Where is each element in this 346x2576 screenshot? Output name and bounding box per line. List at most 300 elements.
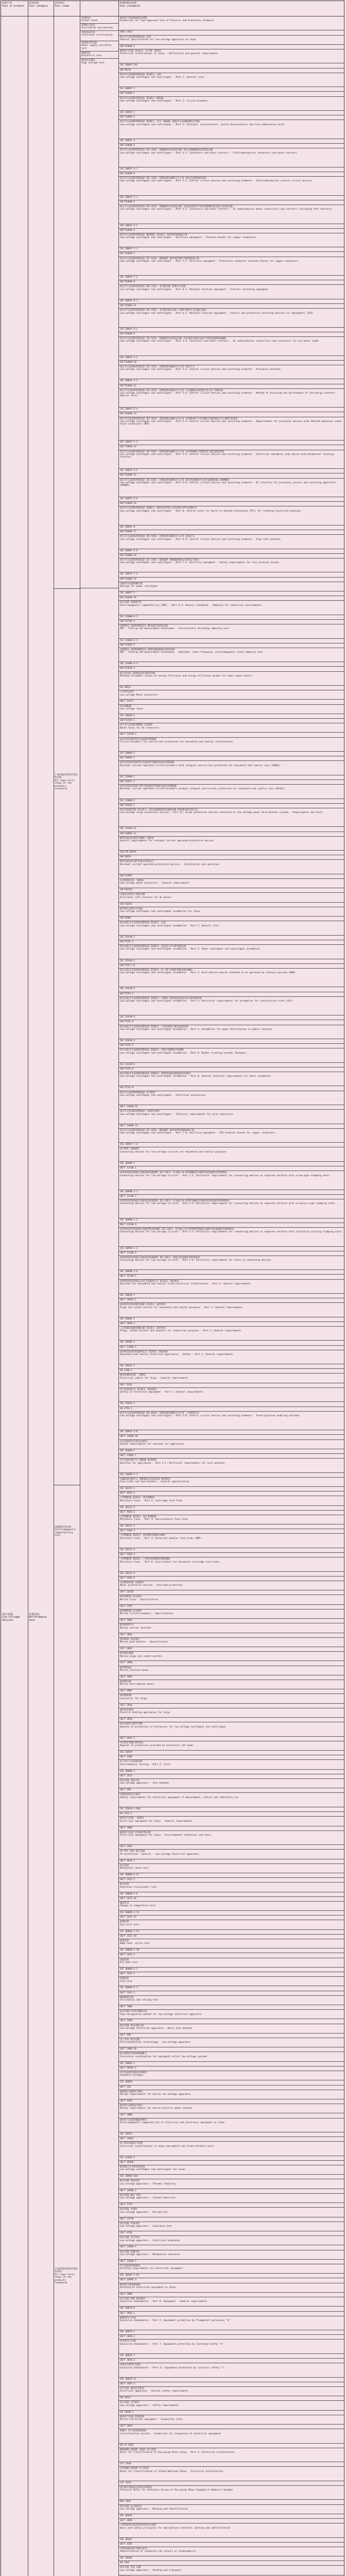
standard-entry: GB/T16916.1 [119,804,344,808]
standard-entry: 电气设备 通用安全要求 Electrical apparatus - General safety requirements [119,2387,344,2396]
standard-entry: 船用熔断器 技术条件 Marine fuses - Specification [119,1595,344,1604]
standard-entry: JB/T 7778 [119,2203,344,2208]
standard-entry: GB/T7251.12 [119,964,344,969]
standard-entry: CB/T3909 [119,917,344,921]
standard-entry: IEC 60127-6 [119,1572,344,1577]
standard-entry: 家用和类似用途的低压电路用的连接器件 第2-3部分：作为独立单元的带刺穿绝缘型夹紧件的连接器件的特殊要求 Connecting devices for low-voltage circuits - Part 2-3: Particular requirements for connecting devices as separate entities with insulation piercing clamping units [119,1228,344,1247]
standard-entry: JB/T 2930 [119,2019,344,2024]
standard-entry: GB/T14048.20 [119,596,344,601]
standard-entry: 船用接线盒 Marine junction boxes [119,1666,344,1675]
standard-entry: GB/T 156 [119,2086,344,2090]
standard-entry: GB/T 13140.2 [119,1195,344,1199]
standard-entry: 低压成套开关设备和控制设备 第2部分：成套电力开关和控制设备 Low-voltage switchgear and controlgear assemblies - Part 2: Power switchgear and controlgear assemblies [119,945,344,959]
standard-entry: IEC 60947-8 [119,526,344,530]
standard-entry: IEC 60446 [119,2556,344,2561]
standard-entry: GB/T7251.3 [119,992,344,997]
standard-entry: GB/T 14711 [119,700,344,704]
standard-entry: 低压电器产品型号编制方法 Type designation method for low-voltage electrical apparatus [119,2010,344,2019]
standard-entry: IEC 60669-1 [119,1294,344,1298]
standard-entry: 隔爆型电气设备 Explosive atmospheres - Part 1: Equipment protection by flameproof enclosures "d" [119,2316,344,2330]
standard-entry: 家用和类似用途固定式电气装置的开关 第1部分：通用要求 Switches for household and similar fixed-electrical installations - Part 1: General requirements [119,1280,344,1294]
standard-entry: GB/T14048.1 [119,92,344,96]
standard-entry: GB/T13539.1 [119,719,344,723]
standard-entry: GB/T 4942.2 [119,1737,344,1741]
standard-entry: CB/T 3907 [119,1689,344,1694]
standard-entry: GB/T14048.3 [119,144,344,148]
standard-entry: 低压开关设备和控制设备 第4-2部分：接触器和电动机起动器 交流电动机用半导体控制器和起动器(含软起动器) Low-voltage switchgear and controlgear - Part 4-2: Contactors and motor-starters - AC semiconductor motor controllers and starters (including soft-starters) [119,205,344,224]
group-label-1: 产品的使用条件的鉴定性试验 All-type tests items of the products standards [55,774,78,791]
standard-entry: 电动机保护器 过载保护 Motor protective devices - Overload protection [119,1581,344,1590]
standard-entry: GB/T6829 [119,855,344,860]
standard-entry: IEC 60947-4-1 [119,167,344,172]
standard-entry: 低压电器 机械寿命 Low-voltage apparatus - Mechanical endurance [119,2250,344,2260]
standard-entry: 船用按钮 技术条件 Marine push-buttons - Specification [119,1638,344,1647]
standard-entry: IEC 61439-6 [119,1063,344,1067]
standard-entry: IEC 61439-3 [119,987,344,992]
standard-entry: GB 4793.2 [119,1812,344,1817]
standard-entry: GB/T14048.16 [119,502,344,506]
standard-entry: IP 防护 通用 低压电器 IP protection - General - Low-voltage electrical apparatus [119,1850,344,1859]
standard-entry: 船用电气设备质量鉴定规程 Guidelines for Type Approval Test of Electric and Electronic Products [119,16,344,30]
standard-entry: 船舶电气设备 环境条件和试验 Electrical equipment for ships - Environmental conditions and tests [119,1831,344,1845]
standard-entry: IEC 61892-1 [119,2156,344,2161]
standard-entry: CB/T 3910 [119,1704,344,1708]
standard-entry: IEC 60068-2-6 [119,1892,344,1897]
standard-entry: 小型熔断器 第3部分：超小型熔断体 Miniature fuses - Part 3: Sub-miniature fuse-links [119,1515,344,1524]
standard-entry: GB/T 4026 [119,2519,344,2523]
standard-entry: IEC 60884-1 [119,1317,344,1322]
standard-entry: 交流电动机电子软起动器 Electronic soft starters for AC motors [119,893,344,902]
standard-entry: 低压成套开关设备和控制设备 第5部分：公用电网电力配电成套设备 Low-voltage switchgear and controlgear assemblies - Part 5: Assemblies for power distribution in public networks [119,1025,344,1039]
standard-entry: GB/T14048.13 [119,412,344,417]
standard-entry: IEC 61010-2-030 [119,1807,344,1812]
standard-entry: IEC 60947-7-4 [119,1143,344,1147]
standard-entry: IEC 60068-2-30 [119,1948,344,1953]
standard-entry: 船舶电气装置 第1部分：定义和一般要求 Electrical installations in ships - Definitions and general requirements [119,49,344,63]
standard-entry: IEC 60947-4-3 [119,356,344,361]
standard-entry: GB 7947 [119,2561,344,2566]
standard-entry: 低压电动机 能效限定值及能效等级 Minimum allowable values of energy efficiency and energy efficiency grades for small power motors [119,672,344,686]
standard-entry: 低压开关设备和控制设备 电气附件 Low-voltage switchgear and controlgear - Electrical accessories [119,1091,344,1105]
group-label-3: 产品的使用条件的鉴定性试验 All-type tests items of the products standards [55,2268,78,2285]
standard-entry: 船用低压开关和控制设备 Low-voltage switchgear and controlgear for ships [119,2165,344,2175]
standard-entry: IEC 60068-2-1 [119,1986,344,1991]
standard-entry: IEC 60309-1 [119,1341,344,1345]
standard-entry: CB/T 3919 [119,1845,344,1850]
standard-entry: 低压开关设备和控制设备 第5-6部分：控制电路电器和开关元件 接近传感器和开关放大器的DC接口(NAMUR) Low-voltage switchgear and controlgear - Part 5-6: Control circuit devices and switching elements - DC interface for proximity sensors and switching amplifiers (NAMUR) [119,479,344,498]
standard-entry: 增安型电气设备 Explosive atmospheres - Part 7: Equipment protection by increased safety "e" [119,2340,344,2353]
standard-entry: 人机界面标志标识的基本和安全规则 Basic and safety principles for man-machine interface, marking and identification [119,2523,344,2537]
standard-entry: 船用低压成套开关设备 Low-voltage switchgear and controlgear assemblies for ships [119,907,344,917]
standard-entry: 船用电气设备的接地 Earthing of electrical equipment on ships [119,2283,344,2293]
standards-table [1,1,344,2576]
sub-item: 电源适应性试验 Power supply variation test [80,41,118,52]
standard-entry: GD 22-2015 [119,2444,344,2448]
group-divider-1 [54,588,80,589]
standard-entry: IEC 61058-2-1 [119,1473,344,1478]
standard-entry: IEC 60038 [119,2080,344,2085]
standard-entry: IEC 60664-1 [119,2062,344,2066]
standard-entry: 低压开关设备和控制设备 第5-1部分：控制电路电器和开关元件 机电式控制电路电器 Low-voltage switchgear and controlgear - Part 5-1: Control circuit devices and switching elements - Electromechanical control circuit devices [119,177,344,196]
standard-entry: CCS 2018 [119,2462,344,2467]
standard-entry: GB/T 11918.1 [119,1346,344,1350]
standard-entry: 船用配电箱 Marine distribution boxes [119,1680,344,1689]
standard-entry: 电器设备的安全要求 Safety requirements for electrical equipment of measurement, control and laboratory use [119,1793,344,1807]
standard-entry: GB/T 4205 [119,2543,344,2547]
sub-item: 铭牌标志检查 Inscription and marking [80,24,118,31]
standard-entry: IEC 60947-5-3 [119,440,344,445]
standard-entry: 低压电器外壳防护等级 Degrees of protection of enclosures for low-voltage switchgear and controlgear [119,1722,344,1736]
standard-entry: IEC 60079-1 [119,2330,344,2335]
standard-entry: 湿热试验 Damp heat, cyclic test [119,1939,344,1948]
standard-entry: 电气设备的电源电压和频率 Standard voltages [119,2071,344,2080]
standard-entry: IEC 60447 [119,2538,344,2543]
standard-entry: IEC 60947-5-5 [119,469,344,473]
standard-entry: CB/T 3829 [119,1647,344,1652]
standard-entry: IEC 60947-1 [119,87,344,92]
standard-entry: GB/T 9364.2 [119,1511,344,1515]
standard-entry: GB/T 2423.2 [119,1972,344,1977]
standard-entry: GB/T 3836.3 [119,2359,344,2363]
standard-entry: 低压开关设备和控制设备 第6-2部分：多功能电器(设备) 控制与保护开关电器(设备) Low-voltage switchgear and controlgear - Part 6-2: Multiple function equipment - Control and protective switching devices (or equipment) (CPS) [119,309,344,328]
standard-entry: GB/T14048.10 [119,361,344,365]
standard-entry: 低压电器 电气寿命 Low-voltage apparatus - Electrical endurance [119,2236,344,2245]
standard-entry: GB/T 13140.5 [119,1275,344,1279]
standard-entry: 低压成套开关设备和控制设备 第3部分：由一般人员操作的配电板(DBO) Low-voltage switchgear and controlgear assemblies - Part 3: Distribution boards intended to be operated by ordinary persons (DBO) [119,969,344,988]
standard-entry: 低压成套开关设备和控制设备 第4部分：对建筑工地用成套设备(ACS)的特殊要求 Low-voltage switchgear and controlgear assemblies - Part 4: Particular requirements for assemblies for construction sites (ACS) [119,997,344,1016]
standard-entry: JB/T10251 [119,903,344,907]
standard-entry: CB/T 3880 [119,1661,344,1666]
standard-entry: 工业用插头插座和耦合器 第1部分：通用要求 Plugs, socket-outlets and couplers for industrial purposes - Part 1: General requirements [119,1327,344,1341]
standard-entry: 低压电器 试验方法 Low-voltage apparatus - Test methods [119,1779,344,1788]
standard-entry: GB/T14048.6 [119,229,344,233]
standard-entry: 电气设备电源开关 熔断器 耐受测试 Switches for appliances - Part 2-1: Particular requirements for cord switches [119,1459,344,1472]
standard-entry: IEC 60127-1 [119,1487,344,1492]
standard-entry: GB/T14048.15 [119,473,344,478]
standard-entry: GB/T 2423.22 [119,1916,344,1920]
group-label-2: 电磁兼容性试验 Electromagnetic compatibility test [55,1526,76,1537]
standard-entry: 小型熔断器 第6部分：小型管状熔断体的熔断器座 Miniature fuses - Part 6: Fuse-holders for miniature cartridge fuse-links [119,1557,344,1571]
standard-entry: IEC 60127-2 [119,1506,344,1511]
standard-entry: 船舶低压电器设计要求 Design requirements for marine low-voltage apparatus [119,2090,344,2099]
standard-entry: 电磁兼容 试验和测量技术 射频电磁场辐射抗扰度试验 EMC - Testing and measurement techniques - Radiated, radio-frequency, electromagnetic field immunity test [119,648,344,662]
standard-entry: IEC 60998-2-1 [119,1190,344,1195]
standard-entry: 低压系统内设备的绝缘配合 Insulation coordination for equipment within low-voltage systems [119,2052,344,2061]
standard-entry: 冲击试验 Mechanical shock test [119,1864,344,1873]
header-product: 试验产品 Test of product [2,2,25,8]
standard-entry: IEC 61439-5 [119,1039,344,1044]
standard-entry: 海上移动设施电气装置 Electrical installations in ships and mobile and fixed offshore units [119,2142,344,2156]
standard-entry: GB/T7251.8 [119,1086,344,1091]
sub-item: 绝缘试验 Dielectric test [80,52,118,59]
standard-entry: 剩余电流动作保护装置安装和运行 Residual current operated protective devices - Installation and operation [119,860,344,874]
standard-entry: 船用电气设备电磁兼容要求 Electromagnetic compatibility of electrical and electronic equipment on ships [119,2119,344,2132]
standard-entry: IEC 60269-1 [119,714,344,719]
standard-entry: 小型熔断器 第4部分：通用模件熔断体(UMF) Miniature fuses - Part 4: Universal modular fuse-links (UMF) [119,1534,344,1548]
sub-item: 耐高电压测试 High voltage test [80,59,118,588]
standard-entry: GB/T14048.9 [119,332,344,337]
standard-entry: 低压开关设备和控制设备 总则 General specification for low-voltage apparatus on ships [119,36,344,45]
standard-entry: 电气设备的接地要求 Earthing requirements for electrical equipment [119,2264,344,2274]
standard-entry: GB/T7251.5 [119,1044,344,1048]
standard-entry: GB 14048.1 [119,2411,344,2415]
standard-entry: GB/T 14048.23 [119,1124,344,1129]
standard-entry: 小功率电动机 Low-voltage Motor protectors [119,690,344,700]
standard-entry: 船用电热器具 Electric heating appliances for ships [119,1708,344,1718]
standard-entry: IEC 60068-2 [119,1770,344,1774]
standard-entry: GB/T14048.1 [119,45,344,49]
standard-entry: IEC 60947-2 [119,111,344,115]
standard-entry: GB/T7251.6 [119,1067,344,1072]
standard-entry: GB/T14048.8 [119,280,344,285]
standard-entry: GB/T 2423.1 [119,1991,344,1996]
standard-entry: 低压开关设备和控制设备 第5-4部分：控制电路电器和开关元件 小容量触头的性能评定方法 特殊试验 Low-voltage switchgear and controlgear - Part 5-4: Control circuit devices and switching elements - Method of assessing the performance of low-energy contacts - Special tests [119,389,344,408]
standard-entry: IEC 60998-2-4 [119,1270,344,1275]
standard-entry: IEC 60533 [119,2132,344,2137]
standard-entry: IEC 61439-4 [119,1015,344,1020]
standard-entry: 电源开关设备的额定值 Ratings for power switchgear [119,582,344,591]
standard-entry: 低压电器 热稳定性 Low-voltage apparatus - Thermal stability [119,2179,344,2189]
standard-entry: 低压开关设备和控制设备 第4-3部分：接触器和电动机起动器 非电动机负载用交流半导体控制器和接触器 Low-voltage switchgear and controlgear - Part 4-3: Contactors and motor-starters - AC semiconductor controllers and contactors for non-motor loads [119,337,344,356]
standard-entry: 家用和类似用途低压电路用的连接器件 第2-2部分：作为独立单元的带无螺纹型夹紧件的连接器件的特殊要求 Connecting devices for low-voltage circuits - Part 2-2: Particular requirements for connecting devices as separate entities with screwless-type clamping units [119,1199,344,1218]
standard-entry: IEC 60068-2-14 [119,1911,344,1916]
standard-entry: GB/T14048.12 [119,384,344,389]
standard-entry: IEC 60947-5-1 [119,196,344,200]
standard-entry: GB/T 16915.1 [119,1298,344,1303]
standard-entry: 低压开关设备和控制设备 入网技术条件 Low-voltage switchgear and controlgear - Technical requirements for grid connection [119,1110,344,1124]
standard-entry: 剩余电流动作保护电器的一般要求 General requirements for residual current operated protective devices [119,837,344,851]
standard-entry: 低压电涌保护器 第11部分：低压电源系统的电涌保护器 性能要求和试验方法 Low-voltage surge protective devices - Part 11: Surge protective devices connected to low-voltage power distribution systems - Requirements and tests [119,808,344,827]
standard-entry: 电工术语 低压电器 Electrotechnical terminology - Low-voltage apparatus [119,2038,344,2047]
standard-entry: IEC 60079-0 [119,2307,344,2311]
standard-entry: IEC 60947-5-6 [119,497,344,502]
standard-entry: 低压成套开关设备和控制设备 第1部分：总则 Low-voltage switchgear and controlgear assemblies - Part 1: General rules [119,921,344,935]
standard-entry: GB/T7251.1 [119,940,344,945]
standard-entry: GB/T 9364.1 [119,1492,344,1496]
header-standards: 检测依据及标准 Test standards [119,2,141,8]
standard-entry: 家用及类似用途的带过电流保护的剩余电流动作断路器 Residual current operated circuit-breakers with integral overcurrent protection for household and similar uses (RCBOs) [119,761,344,775]
standard-entry: IEC 60947-5-8 [119,1430,344,1435]
standard-entry: CB/T 3801 [119,1633,344,1638]
standard-entry: 钢质海船入级规范 第4篇 电气装置 Rules for Classification of Sea-going Steel Ships - Part 4: Electrical Installations [119,2448,344,2462]
standard-entry: 低压电器 安全要求 Low-voltage apparatus - Safety requirements [119,2401,344,2410]
standard-entry: GB/T 14048.5 [119,2260,344,2264]
standard-entry: 船用照明器 Luminaires for ships [119,1694,344,1703]
standard-entry: GB/T14048.14 [119,445,344,450]
standard-entry: 低压电器 寿命试验 Low-voltage apparatus - Endurance test [119,2222,344,2231]
standard-entry: 内河船舶入级规范 电气装置 Rules for Classification of Inland Waterway Ships - Electrical Installations [119,2467,344,2481]
standard-entry: 船用插头插座 Marine plugs and socket-outlets [119,1652,344,1661]
standard-entry: CB/T 3916 [119,1718,344,1722]
standard-entry: IEC 60998-1 [119,1162,344,1166]
standard-entry: CB/T 3880 [119,2113,344,2118]
standard-entry: GB/T14048.18 [119,554,344,558]
standard-entry: GB 4793.1 [119,1407,344,1412]
standard-entry: GB/T 2099.1 [119,1322,344,1327]
standard-entry: 低压开关设备和控制设备 第5-5部分：控制电路电器和开关元件 具有机械锁闩功能的电气紧急制动装置 Low-voltage switchgear and controlgear - Part 5-5: Control circuit devices and switching elements - Electrical emergency stop device with mechanical latching function [119,450,344,469]
standard-entry: 低压电器 电磁兼容性 Electromagnetic compatibility (EMC) - Part 6-2: Generic standards - Immunity for industrial environments [119,601,344,615]
standard-entry: 家用及类似场所用过电流保护断路器 Circuit-breakers for overcurrent protection for household and similar installations [119,738,344,752]
standard-entry: CB/T 3755 [119,1605,344,1609]
standard-entry: GB/T 13539.2 [119,733,344,737]
standard-entry: IEC 60079-7 [119,2354,344,2359]
standard-entry: IEC 60947-5-2 [119,379,344,384]
standard-entry: GB/T 14048.22 [119,1105,344,1110]
standard-entry: 电工电子产品环境试验 Environmental testing - Part 2: Tests [119,1760,344,1769]
standard-entry: GB/T 998 [119,1788,344,1793]
standard-entry: GB/T 7060 [119,2005,344,2010]
standard-entry: GB/T13955 [119,874,344,879]
standard-entry: GB/T 15092.1 [119,1454,344,1459]
standard-entry: GB/T18802.11 [119,832,344,837]
standard-entry: GB/T17626.2 [119,643,344,648]
standard-entry: JB/T10736 [119,888,344,893]
standard-entry: 家用及类似用途的不带过电流保护的剩余电流动作断路器 Residual current operated circuit-breakers without integral overcurrent protection for household and similar uses (RCCBs) [119,785,344,799]
standard-entry: GB/T 28566 [119,2161,344,2165]
sub-item: 外观检查 Visual check [80,16,118,24]
standard-entry: 低压开关设备和控制设备 第7-2部分：辅助器件 铜导体的保护导体接线端子排 Low-voltage switchgear and controlgear - Part 7-2: Ancillary equipment - Protective conductor terminal blocks for copper conductors [119,257,344,276]
standard-entry: 船用电气设备 一般要求 Electrical equipment for ships - General requirements [119,1817,344,1826]
standard-entry: GB/T14048.7 [119,252,344,257]
standard-entry: IEC 60335-1 [119,1364,344,1369]
product-name: 低压电器 Low-voltage devices [2,1613,20,1622]
standard-entry: GB/T14048.19 [119,578,344,582]
standard-entry: IEC 60529 [119,1751,344,1755]
standard-entry: GB/T 14048.4 [119,2245,344,2250]
standard-entry: GB/T 14048.1 [119,2189,344,2194]
standard-entry: IEC 60068-2-27 [119,1873,344,1878]
standard-entry: IEC 60947-6-2 [119,328,344,332]
standard-entry: GB/T14048.11 [119,304,344,309]
standard-entry: 电气设备的安全 第1部分：通用要求 Safety of electrical equipment - Part 1: General requirements [119,1388,344,1402]
standard-entry: 家用和类似用途电器的安全 第1部分：通用要求 Household and similar electrical appliances - Safety - Part 1: General requirements [119,1350,344,1364]
standard-entry: IEC 60998-2-2 [119,1218,344,1223]
category-name: 性能试验 Performance test [29,1613,47,1622]
standard-entry: 盐雾试验 Salt mist test [119,1920,344,1929]
standard-entry: 低压开关设备和控制设备 第3部分：开关、隔离器、隔离开关及熔断器组合电器 Low-voltage switchgear and controlgear - Part 3: Switches, disconnectors, switch-disconnectors and fuse-combination units [119,120,344,139]
standard-entry: IEC 60364-5-54 [119,2274,344,2278]
standard-entry: GB/T14048.2 [119,115,344,120]
standard-entry: GB/T 16935.1 [119,2066,344,2071]
standard-entry: GB/T10963.1 [119,756,344,761]
standard-entry: 船用断路器 技术条件 Marine circuit-breakers - Specification [119,1609,344,1619]
standard-entry: GB/T 7060 [119,1826,344,1831]
sub-item: 功能验证检查 Functional verification [80,31,118,41]
standard-entry: GB/T 14048.18 [119,1435,344,1439]
standard-entry: IEC 61439-2 [119,959,344,964]
standard-entry: 船用电力系统设计要求 Design requirements for marine electric power systems [119,2104,344,2113]
standard-entry: IEC 60947-5-9 [119,549,344,554]
standard-entry: 电气设备用开关的安全要求 Safety requirements for switches for appliances [119,1440,344,1449]
standard-entry: GB/T 2423 [119,1774,344,1779]
standard-entry: IEC 61008-1 [119,799,344,804]
standard-entry: 高温试验 Dry heat test [119,1958,344,1968]
standard-entry: 低压开关设备和控制设备 第6-1部分：多功能电器 转换开关电器 Low-voltage switchgear and controlgear - Part 6-1: Multiple function equipment - Transfer switching equipment [119,285,344,299]
standard-entry: GB 18613 [119,686,344,690]
standard-entry: 家用和类似用途低压电路用的连接器件 第2-1部分：作为独立单元的带螺纹型夹紧件的连接器件的特殊要求 Connecting devices for low-voltage circuits - Part 2-1: Particular requirements for connecting devices as separate entities with screw-type clamping units [119,1171,344,1190]
standard-entry: GB/T 13140.1 [119,1166,344,1171]
standard-entry: GB/T7251.4 [119,1020,344,1025]
standard-entry: IEC 60947-7-1 [119,247,344,252]
standard-entry: GB/T 4942.1 [119,1859,344,1864]
standard-entry: IEC 60947-1 [119,591,344,596]
standard-entry: IEC 60068-2-52 [119,1930,344,1935]
standard-entry: GB/T 4208 [119,1755,344,1760]
standard-entry: IEC 60947-7-2 [119,276,344,280]
standard-entry: IEC 60092-504 [119,2175,344,2179]
standard-entry: IEC 60947-3 [119,139,344,144]
standard-entry: IEC 60079-11 [119,2378,344,2382]
standard-entry: GB/T14048.4 [119,172,344,177]
standard-entry: 低压电器 包装 运输 Low-voltage apparatus - Packing and transport [119,2566,344,2575]
header-category: 试验类别 Test category [29,2,48,8]
header-items: 试验项目 Test items [55,2,70,8]
standard-entry: IEC 60445 [119,2514,344,2519]
standard-entry: IEC/TR 60755 [119,851,344,855]
standard-entry: IEC 61058-1 [119,1449,344,1454]
standard-entry: CCS 2019 [119,2481,344,2486]
standard-entry: GB/T9470 [119,69,344,73]
standard-entry: 导体的颜色或字母数字标识 Identification of conductors by colours or alphanumerics [119,2547,344,2556]
standard-entry: 低压熔断器 Low-voltage fuses [119,705,344,714]
standards-column [119,16,344,2576]
standard-entry: IEC 61000-4-3 [119,662,344,667]
standard-entry: IEC 60998-2-3 [119,1247,344,1251]
standard-entry: IEC 60068-2-2 [119,1968,344,1972]
standard-entry: CB/T 3666 [119,1619,344,1623]
standard-entry: IEC 60947-6-1 [119,299,344,304]
standard-entry: IEC 60947-4-2 [119,224,344,229]
standard-entry: 低压成套开关设备和控制设备 第8部分：智能型成套设备通用技术要求 Low-voltage switchgear and controlgear assemblies - Part 8: General technical requirements for smart assemblies [119,1072,344,1086]
standard-entry: GB/T 9331 [119,1383,344,1388]
standard-entry: GB 19517 [119,2396,344,2401]
standard-entry: 低压开关设备和控制设备 第1部分：总则 Low-voltage switchgear and controlgear - Part 1: General rules [119,73,344,87]
standard-entry: GB/T 3836.4 [119,2382,344,2387]
standard-entry: 电磁兼容 试验和测量技术 静电放电抗扰度试验 EMC - Testing and measurement techniques - Electrostatic discharge immunity test [119,624,344,638]
standard-entry: IEC 61643-11 [119,827,344,832]
standard-entry: GB/T 2900.18 [119,2047,344,2052]
standard-entry: GB/T 9364.4 [119,1553,344,1557]
standard-entry: 低压电器 触头 材料 Low-voltage apparatus - Contact materials [119,2194,344,2203]
standard-entry: 低压电器 基本试验方法 Low-voltage electrical apparatus - Basic test methods [119,2024,344,2033]
standard-entry: IEC 60127-3 [119,1524,344,1529]
standard-entry: GB/T17626.3 [119,667,344,671]
standard-entry: GB/T 9364.6 [119,1577,344,1581]
standard-entry: IEC 61439-1 [119,936,344,940]
standard-entry: 低压开关设备和控制设备 第7-4部分：辅助器件 铜导体的PCB接线端子排 Low-voltage switchgear and controlgear - Part 7-4: Ancillary equipment - PCB terminal blocks for copper conductors [119,1129,344,1143]
standard-entry: 电气设备 防爆 通用要求 Explosive atmospheres - Part 0: Equipment - General requirements [119,2297,344,2307]
standard-entry: 家用和类似用途插头插座 第1部分：通用要求 Plugs and socket-outlets for household and similar purposes - Part 1: General requirements [119,1303,344,1317]
standard-entry: IEC 60898-1 [119,752,344,756]
standard-entry: GB/T 2423.5 [119,1878,344,1883]
standard-entry: 倾斜摇摆试验 Inclination and rolling test [119,1996,344,2005]
standard-entry: 低压电器 标志和标识 Low-voltage apparatus - Marking and identification [119,2505,344,2514]
standard-entry: GB/T 16895.3 [119,2278,344,2283]
standard-entry: IEC 60947-5-4 [119,408,344,412]
standard-entry: 低压开关设备和控制设备 第5-8部分：控制电路电器和开关元件 三位使能开关 Low-voltage switchgear and controlgear - Part 5-8: Control circuit devices and switching elements - Three-position enabling switches [119,1412,344,1431]
standard-entry: CB/T 3920 [119,2425,344,2429]
standard-entry: IEC 61000-6-2 [119,615,344,620]
standard-entry: 外壳防护等级(IP代码) Degrees of protection provided by enclosures (IP Code) [119,1741,344,1751]
standard-entry: CB/T 3908 [119,2293,344,2297]
standard-entry: 电气附件 连接器件 Connecting devices for low-voltage circuits for household and similar purposes [119,1147,344,1161]
standard-entry: GB 4706.1 [119,1369,344,1374]
standard-entry: GB/T 2423.4 [119,1953,344,1958]
standard-entry: GB/T 24643 [119,2137,344,2142]
standard-entry: GB/T 22710 [119,2217,344,2222]
standard-entry: 用于电气设备的熔断器 过流保护 Boxed fuses for AC contactors [119,723,344,733]
standard-entry: 小型熔断器 第2部分：管状熔断体 Miniature fuses - Part 2: Cartridge fuse-links [119,1496,344,1505]
